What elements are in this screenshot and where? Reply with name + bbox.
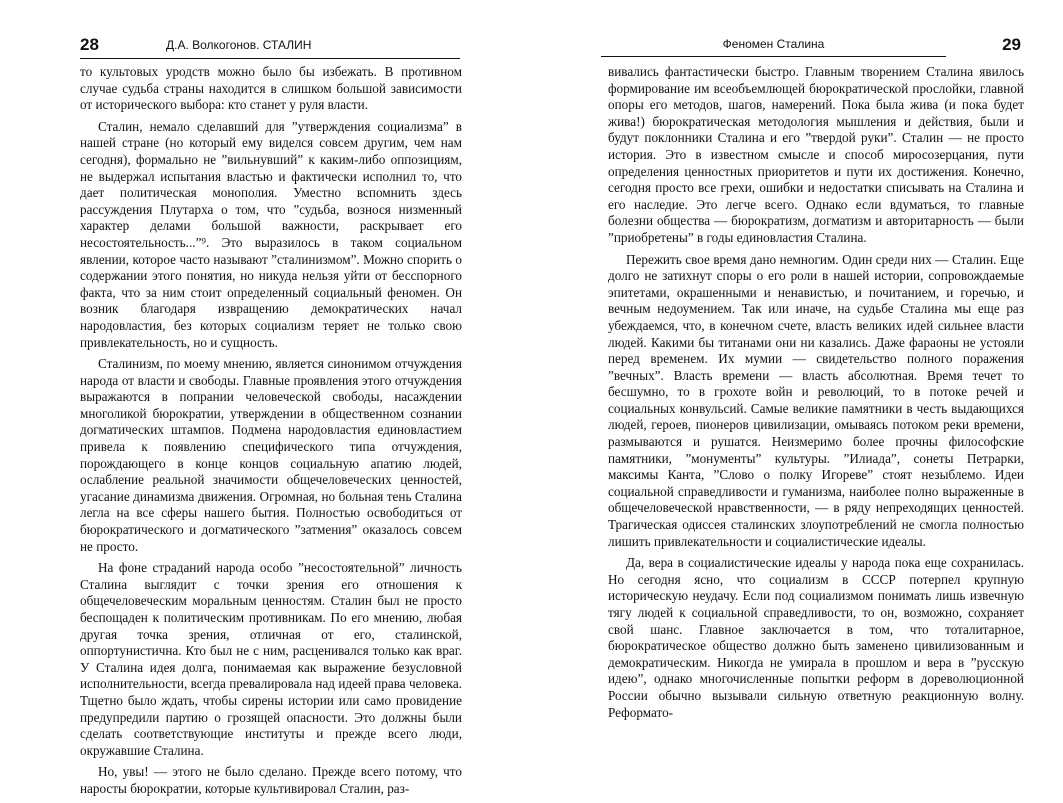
paragraph: то культовых уродств можно было бы избежать. В противном случае судьба страны находится в слишком большой зависимости от исторического выбора: кто станет у руля власти. (80, 64, 462, 113)
paragraph: Но, увы! — этого не было сделано. Прежде всего потому, что наросты бюрократии, которые культивировал Сталин, раз- (80, 764, 462, 796)
right-page (531, 0, 1063, 800)
paragraph: вивались фантастически быстро. Главным творением Сталина явилось формирование им всеобъемлющей бюрократической прослойки, главной опоры его методов, шагов, намерений. Пока была жива (и пока будет жива!) бюрократическая методология мышления и действия, были и будут поклонники Сталина и его ”твердой руки”. Сталин — не просто история. Это в известном смысле и способ миросозерцания, пути определения ценностных приоритетов и пути их достижения. Конечно, сегодня просто все грехи, ошибки и недостатки списывать на Сталина и его наследие. Это легче всего. Однако если вдуматься, то главные болезни общества — бюрократизм, догматизм и авторитарность — были ”приобретены” в годы единовластия Сталина. (608, 64, 1024, 245)
right-page-number: 29 (1002, 35, 1021, 54)
right-page-header (601, 32, 1021, 58)
left-page-body (80, 64, 462, 803)
left-page (0, 0, 531, 800)
paragraph: На фоне страданий народа особо ”несостоятельной” личность Сталина выглядит с точки зрения его отношения к общечеловеческим моральным ценностям. Сталин был не просто беспощаден к политическим противникам. По его мнению, любая другая точка зрения, отличная от его, сталинской, оппортунистична. Кто был не с ним, расценивался только как враг. У Сталина идея долга, понимаемая как выражение безусловной исполнительности, всегда превалировала над идеей права человека. Тщетно было ждать, чтобы сирены истории или само провидение предупредили партию о грозящей опасности. Это должны были сделать соответствующие институты и прежде всего люди, окружавшие Сталина. (80, 560, 462, 758)
paragraph: Сталинизм, по моему мнению, является синонимом отчуждения народа от власти и свободы. Главные проявления этого отчуждения выражаются в попрании человеческой свободы, насаждении многоликой бюрократии, утверждении в общественном сознании догматических штампов. Подмена народовластия единовластием привела к появлению специфического типа отчуждения, порождающего в конце концов социальную апатию людей, ослабление реальной значимости общечеловеческих ценностей, угасание динамизма движения. Огромная, но больная тень Сталина легла на все сферы нашего бытия. Полностью освободиться от бюрократического и догматического ”затмения” оказалось совсем не просто. (80, 356, 462, 554)
right-page-body (608, 64, 1024, 726)
paragraph: Пережить свое время дано немногим. Один среди них — Сталин. Еще долго не затихнут споры о его роли в нашей истории, сопровождаемые эпитетами, окрашенными и ненавистью, и почитанием, и горечью, и вечным недоумением. Так или иначе, на судьбе Сталина мы еще раз убеждаемся, что, в конечном счете, власть великих идей сильнее власти людей. Какими бы титанами они ни казались. Даже фараоны не устояли перед временем. Их мумии — свидетельство полного поражения ”вечных”. Власть времени — власть абсолютная. Время течет то бесшумно, то в грохоте войн и революций, то в потоке речей и социальных конвульсий. Самые великие памятники в честь выдающихся людей, героев, пионеров цивилизации, омываясь потоком реки времени, размываются и рушатся. Неизмеримо более прочны философские памятники, ”монументы” культуры. ”Илиада”, сонеты Петрарки, максимы Канта, ”Слово о полку Игореве” стоят незыблемо. Идеи социальной справедливости и гуманизма, наиболее полно выраженные в общечеловеческой нравственности, — в ряду непреходящих ценностей. Трагическая одиссея сталинских злоупотреблений не смогла полностью лишить привлекательности и социалистические идеалы. (608, 251, 1024, 549)
paragraph: Сталин, немало сделавший для ”утверждения социализма” в нашей стране (но который ему виделся совсем другим, чем нам сегодня), формально не ”вильнувший” к каким-либо оппозициям, не выдержал испытания властью и фактически исполнил то, что дает политическая монополия. Уместно вспомнить здесь рассуждения Плутарха о том, что ”судьба, вознося низменный характер делами большой важности, раскрывает его несостоятельность...”⁹. Это выразилось в таком социальном явлении, которое часто называют ”сталинизмом”. Можно спорить о содержании этого понятия, но никуда нельзя уйти от бесспорного факта, что за ним стоит определенный социальный феномен. Он возник благодаря извращению демократических начал народовластия, без которых социализм теряет не только свою привлекательность, но и сущность. (80, 118, 462, 350)
left-page-header (80, 32, 460, 59)
right-running-head: Феномен Сталина (601, 32, 946, 57)
left-page-number: 28 (80, 35, 99, 54)
left-running-head: Д.А. Волкогонов. СТАЛИН (166, 38, 312, 52)
paragraph: Да, вера в социалистические идеалы у народа пока еще сохранилась. Но сегодня ясно, что социализм в СССР потерпел крупную историческую неудачу. Если под социализмом понимать лишь извечную тягу людей к социальной справедливости, то он, возможно, сохраняет свой шанс. Главное заключается в том, что тоталитарное, бюрократическое общество должно быть заменено цивилизованным и демократическим. Никогда не умирала в прошлом и вера в ”русскую идею”, однако многочисленные попытки реформ в дореволюционной России обычно вызывали сильную ответную реакционную волну. Реформато- (608, 555, 1024, 720)
